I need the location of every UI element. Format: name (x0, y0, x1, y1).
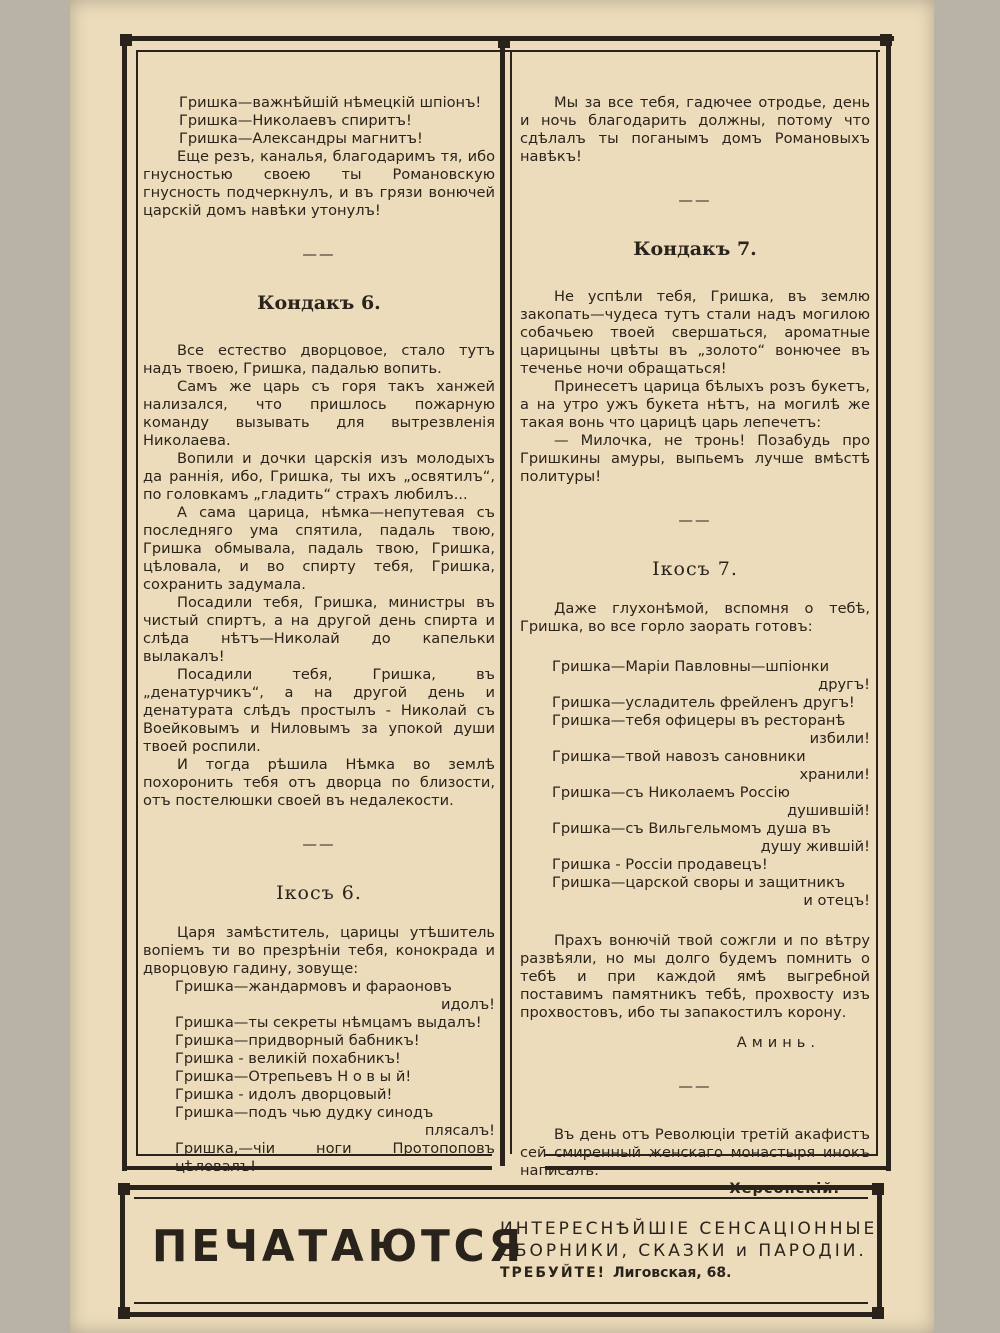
paragraph: Посадили тебя, Гришка, въ „денатурчикъ“, а на другой день и денатурата слѣдъ простылъ - Николай съ Воейковымъ и Ниловымъ за упокой души твоей роспили. (143, 666, 495, 755)
paragraph: Даже глухонѣмой, вспомня о тебѣ, Гришка, во все горло заорать готовъ: (520, 600, 870, 635)
colophon: Въ день отъ Революціи третій акафистъ сей смиренный женскаго монастыря инокъ написалъ: (520, 1126, 870, 1179)
verse-block (143, 978, 495, 1176)
verse-line: Гришка—съ Вильгельмомъ душа въ (552, 820, 831, 837)
intro-line: Гришка—Николаевъ спиритъ! (179, 112, 412, 129)
paragraph: Царя замѣститель, царицы утѣшитель вопіемъ ти во презрѣніи тебя, конокрада и дворцовую гадину, зовуще: (143, 924, 495, 977)
verse-line-end: хранили! (799, 766, 870, 783)
verse-line-end: душу жившій! (760, 838, 870, 855)
advert-address: Лиговская, 68. (612, 1265, 732, 1281)
advert-line-2: СБОРНИКИ, СКАЗКИ и ПАРОДІИ. (500, 1241, 867, 1261)
verse-line: Гришка—ты секреты нѣмцамъ выдалъ! (175, 1014, 482, 1031)
advert-headline: ПЕЧАТАЮТСЯ (152, 1221, 525, 1272)
paragraph: А сама царица, нѣмка—непутевая съ последняго ума спятила, падаль твою, Гришка обмывала, падаль твою, Гришка, цѣловала, и во спирту тебя, Гришка, сохранить задумала. (143, 504, 495, 593)
verse-line: Гришка - великій похабникъ! (175, 1050, 401, 1067)
section-divider: —— (302, 836, 336, 853)
heading-kondak-7: Кондакъ 7. (633, 238, 757, 260)
paragraph: Все естество дворцовое, стало тутъ надъ твоею, Гришка, падалью вопить. (143, 342, 495, 377)
verse-line: Гришка—подъ чью дудку синодъ (175, 1104, 434, 1121)
intro-paragraph: Еще резъ, каналья, благодаримъ тя, ибо гнусностью своею ты Романовскую гнусность подчеркнулъ, и въ грязи вонючей царскій домъ навѣки утонулъ! (143, 148, 495, 219)
verse-line-end: избили! (809, 730, 870, 747)
verse-line: Гришка—тебя офицеры въ ресторанѣ (552, 712, 846, 729)
advert-line-1: ИНТЕРЕСНѢЙШІЕ СЕНСАЦІОННЫЕ (500, 1219, 878, 1239)
section-divider: —— (302, 246, 336, 263)
amen: Аминь. (736, 1034, 820, 1051)
verse-line: Гришка—съ Николаемъ Россію (552, 784, 790, 801)
verse-line: Гришка—Маріи Павловны—шпіонки (552, 658, 830, 675)
advert-call: ТРЕБУЙТЕ! (500, 1265, 607, 1281)
right-column (520, 94, 870, 1198)
verse-line-end: плясалъ! (424, 1122, 495, 1139)
paragraph: Вопили и дочки царскія изъ молодыхъ да раннія, ибо, Гришка, ты ихъ „освятилъ“, по головкамъ „гладить“ страхъ любилъ... (143, 450, 495, 503)
verse-line: Гришка - идолъ дворцовый! (175, 1086, 393, 1103)
verse-line: Гришка—придворный бабникъ! (175, 1032, 420, 1049)
verse-line-end: и отецъ! (803, 892, 870, 909)
left-column (143, 94, 495, 1176)
section-divider: —— (678, 1078, 712, 1095)
verse-line: Гришка—царской своры и защитникъ (552, 874, 846, 891)
verse-line-end: душившій! (787, 802, 870, 819)
verse-line: Гришка—твой навозъ сановники (552, 748, 806, 765)
paragraph: Самъ же царь съ горя такъ ханжей нализался, что пришлось пожарную команду вызывать для вытрезвленія Николаева. (143, 378, 495, 449)
advert-box (120, 1185, 882, 1317)
paragraph: И тогда рѣшила Нѣмка во землѣ похоронить тебя отъ дворца по близости, отъ постелюшки своей въ недалекости. (143, 756, 495, 809)
paragraph: Не успѣли тебя, Гришка, въ землю закопать—чудеса тутъ стали надъ могилою собачьею твоей свершаться, ароматные царицыны цвѣты въ „золото“ вонючее въ теченье ночи обращаться! (520, 288, 870, 377)
heading-kondak-6: Кондакъ 6. (257, 292, 381, 314)
advert-line-3 (500, 1265, 731, 1281)
verse-line-end: другъ! (818, 676, 870, 693)
verse-line-end: идолъ! (441, 996, 495, 1013)
closing-paragraph: Прахъ вонючій твой сожгли и по вѣтру развѣяли, но мы долго будемъ помнить о тебѣ и при каждой ямѣ выгребной поставимъ памятникъ тебѣ, прохвосту изъ прохвостовъ, ибо ты запакостилъ корону. (520, 932, 870, 1021)
verse-line: Гришка,—чіи ноги Протопоповъ цѣловалъ! (175, 1140, 495, 1175)
paragraph: — Милочка, не тронь! Позабудь про Гришкины амуры, выпьемъ лучше вмѣстѣ политуры! (520, 432, 870, 485)
verse-line: Гришка - Россіи продавецъ! (552, 856, 768, 873)
verse-line: Гришка—усладитель фрейленъ другъ! (552, 694, 855, 711)
paragraph: Посадили тебя, Гришка, министры въ чистый спиртъ, а на другой день спирта и слѣда нѣтъ—Николай до капельки вылакалъ! (143, 594, 495, 665)
verse-line: Гришка—Отрепьевъ Н о в ы й! (175, 1068, 412, 1085)
section-divider: —— (678, 512, 712, 529)
heading-ikos-6: Ікосъ 6. (276, 882, 362, 904)
intro-paragraph: Мы за все тебя, гадючее отродье, день и ночь благодарить должны, потому что сдѣлалъ ты поганымъ домъ Романовыхъ навѣкъ! (520, 94, 870, 165)
intro-line: Гришка—важнѣйшій нѣмецкій шпіонъ! (179, 94, 482, 111)
verse-block (520, 658, 870, 910)
section-divider: —— (678, 192, 712, 209)
heading-ikos-7: Ікосъ 7. (652, 558, 738, 580)
verse-line: Гришка—жандармовъ и фараоновъ (175, 978, 452, 995)
paragraph: Принесетъ царица бѣлыхъ розъ букетъ, а на утро ужъ букета нѣтъ, на могилѣ же такая вонь что царицѣ царь лепечетъ: (520, 378, 870, 431)
intro-line: Гришка—Александры магнитъ! (179, 130, 423, 147)
